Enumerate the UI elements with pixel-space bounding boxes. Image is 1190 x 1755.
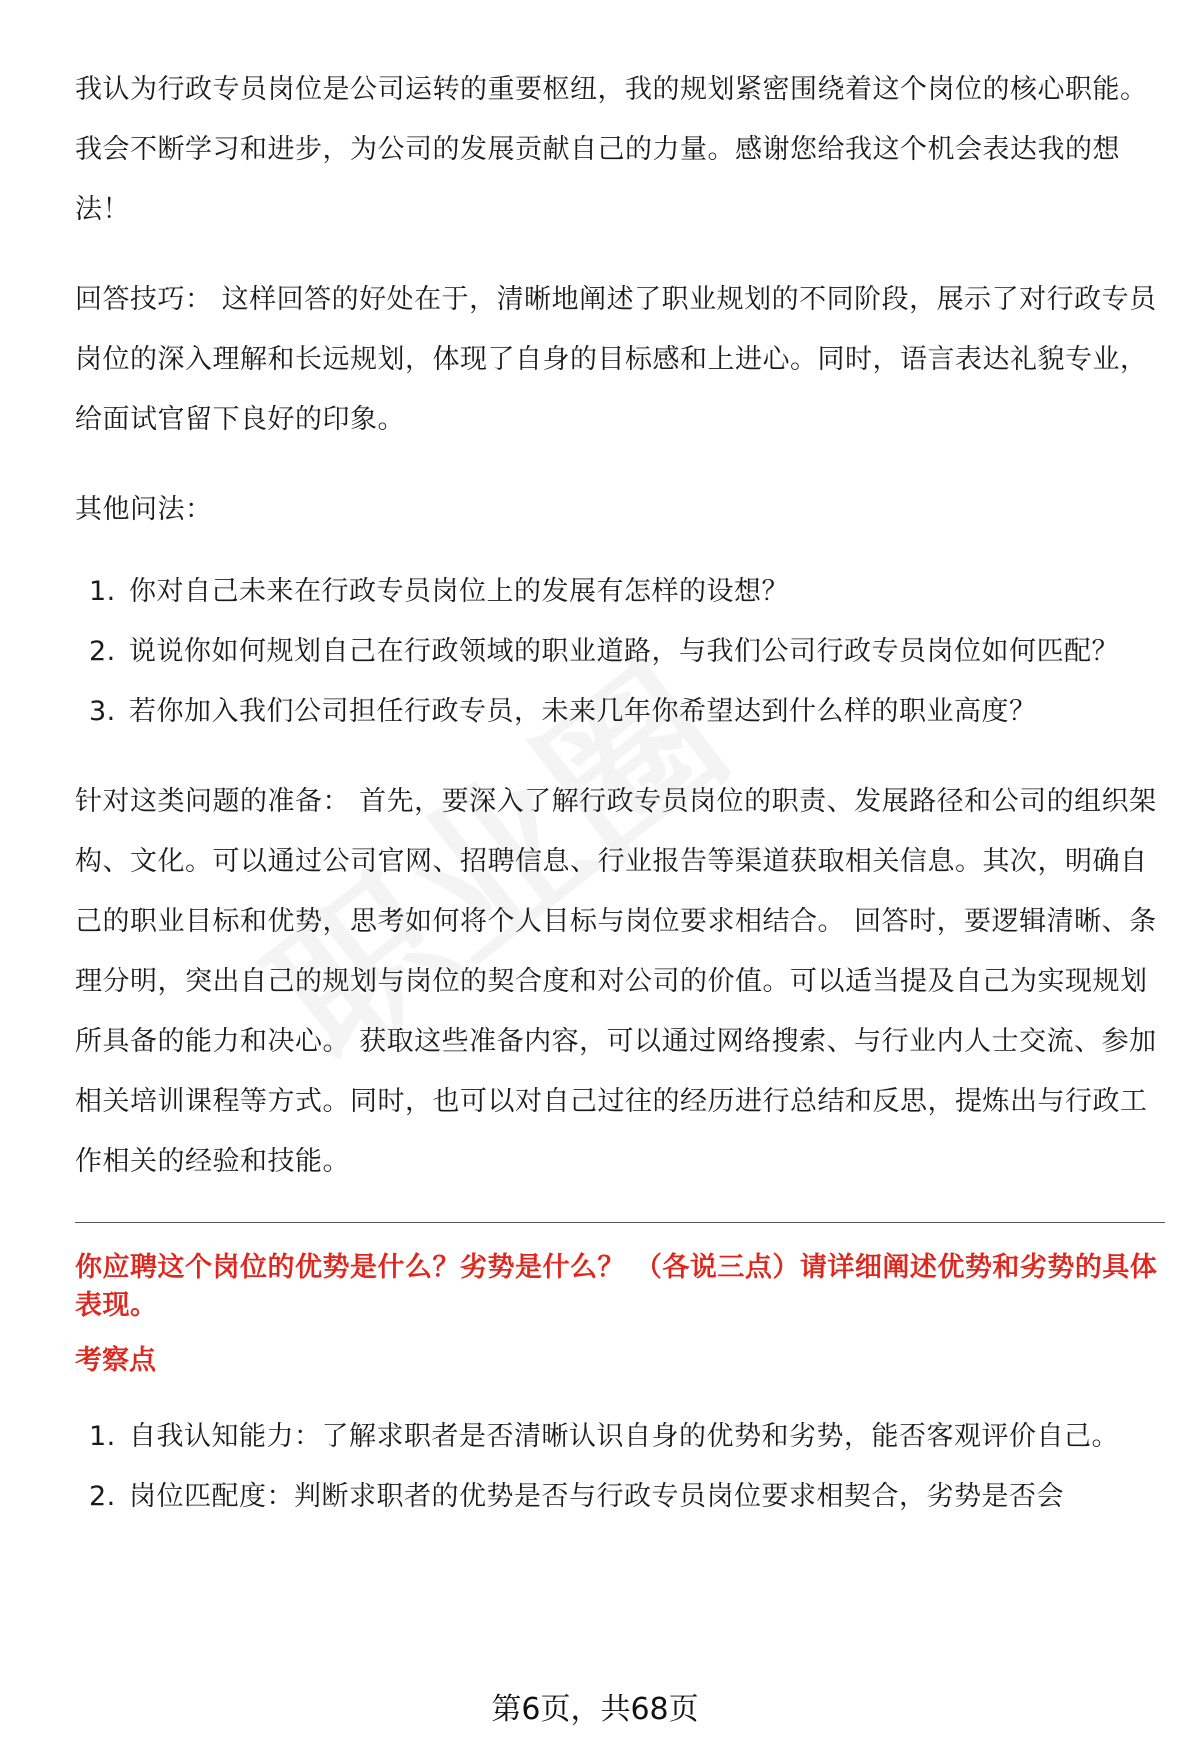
list-text: 你对自己未来在行政专员岗位上的发展有怎样的设想？ [129, 576, 789, 607]
page-footer: 第6页，共68页 [491, 1692, 699, 1727]
list-text: 自我认知能力：了解求职者是否清晰认识自身的优势和劣势，能否客观评价自己。 [129, 1421, 1119, 1452]
list-item [75, 1467, 1165, 1527]
check-points-heading: 考察点 [75, 1345, 156, 1376]
intro-paragraph: 我认为行政专员岗位是公司运转的重要枢纽，我的规划紧密围绕着这个岗位的核心职能。我会不断学习和进步，为公司的发展贡献自己的力量。感谢您给我这个机会表达我的想法！ [75, 74, 1148, 225]
list-number: 2. [89, 1481, 116, 1512]
answer-tips-paragraph: 回答技巧： 这样回答的好处在于，清晰地阐述了职业规划的不同阶段，展示了对行政专员岗位的深入理解和长远规划，体现了自身的目标感和上进心。同时，语言表达礼貌专业，给面试官留下良好的印象。 [75, 284, 1157, 435]
list-text: 岗位匹配度：判断求职者的优势是否与行政专员岗位要求相契合，劣势是否会 [129, 1481, 1064, 1512]
document-page [75, 60, 1165, 1557]
check-points-list [75, 1407, 1165, 1527]
other-questions-label: 其他问法： [75, 494, 213, 525]
list-text: 说说你如何规划自己在行政领域的职业道路，与我们公司行政专员岗位如何匹配？ [129, 636, 1119, 667]
list-number: 3. [89, 696, 116, 727]
preparation-paragraph: 针对这类问题的准备： 首先，要深入了解行政专员岗位的职责、发展路径和公司的组织架构、文化。可以通过公司官网、招聘信息、行业报告等渠道获取相关信息。其次，明确自己的职业目标和优势，思考如何将个人目标与岗位要求相结合。 回答时，要逻辑清晰、条理分明，突出自己的规划与岗位的契合度和对公司的价值。可以适当提及自己为实现规划所具备的能力和决心。 获取这些准备内容，可以通过网络搜索、与行业内人士交流、参加相关培训课程等方式。同时，也可以对自己过往的经历进行总结和反思，提炼出与行政工作相关的经验和技能。 [75, 786, 1157, 1177]
list-item [75, 562, 1165, 622]
list-item [75, 682, 1165, 742]
list-number: 1. [89, 1421, 116, 1452]
list-number: 1. [89, 576, 116, 607]
list-item [75, 622, 1165, 682]
question-heading: 你应聘这个岗位的优势是什么？劣势是什么？ （各说三点）请详细阐述优势和劣势的具体表现。 [75, 1252, 1158, 1321]
list-number: 2. [89, 636, 116, 667]
list-item [75, 1407, 1165, 1467]
list-text: 若你加入我们公司担任行政专员，未来几年你希望达到什么样的职业高度？ [129, 696, 1037, 727]
other-questions-list [75, 562, 1165, 742]
section-divider [75, 1222, 1165, 1223]
